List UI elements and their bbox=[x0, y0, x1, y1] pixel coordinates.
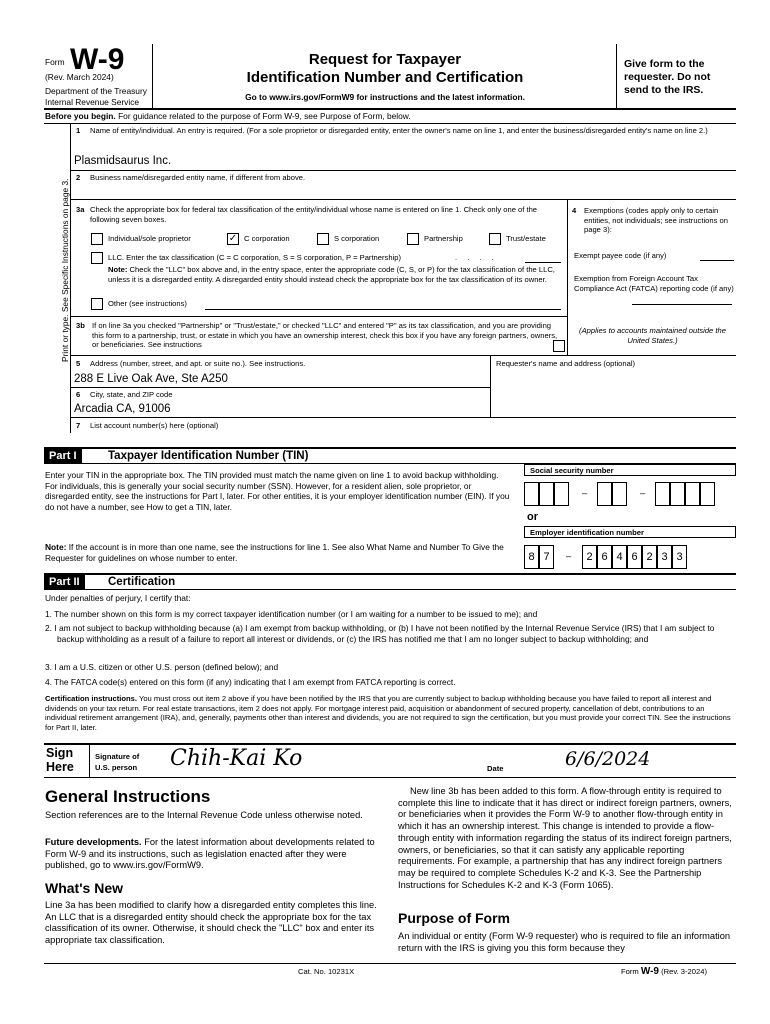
before-you-begin: Before you begin. For guidance related to the purpose of Form W-9, see Purpose of Form, below. bbox=[45, 111, 411, 121]
sign-word: Sign bbox=[46, 746, 74, 760]
fatca-label: Exemption from Foreign Account Tax Compliance Act (FATCA) reporting code (if any) bbox=[574, 274, 734, 293]
ssn-digit[interactable] bbox=[597, 482, 612, 506]
section-references: Section references are to the Internal Revenue Code unless otherwise noted. bbox=[45, 810, 363, 820]
checkbox-foreign-partners[interactable] bbox=[553, 340, 565, 352]
ein-digit[interactable]: 7 bbox=[543, 551, 550, 563]
checkbox-c-corporation[interactable]: ✓ bbox=[228, 233, 238, 244]
exempt-payee-field[interactable] bbox=[700, 260, 734, 261]
general-instructions-title: General Instructions bbox=[45, 787, 211, 806]
whats-new-text: Line 3a has been modified to clarify how a disregarded entity completes this line. An LLC that is a disregarded entity should check the appropriate box for the tax classification of its owner. Otherwise, it should check the "LLC" box and enter its appropriate tax classification. bbox=[45, 900, 377, 946]
department: Department of the Treasury bbox=[45, 86, 147, 96]
ein-digit[interactable]: 3 bbox=[661, 551, 668, 563]
form-name: W-9 bbox=[70, 43, 125, 76]
perjury-intro: Under penalties of perjury, I certify that: bbox=[45, 593, 191, 603]
cert-item-1: 1. The number shown on this form is my correct taxpayer identification number (or I am waiting for a number to be issued to me); and bbox=[45, 609, 538, 619]
part2-title: Certification bbox=[108, 576, 176, 588]
ein-digit[interactable]: 3 bbox=[676, 551, 683, 563]
title-line1: Request for Taxpayer bbox=[308, 51, 462, 68]
future-developments: Future developments. For the latest information about developments related to Form W-9 and its instructions, such as legislation enacted after they were published, go to www.irs.gov/FormW9. bbox=[45, 837, 375, 871]
checkbox-partnership[interactable] bbox=[407, 233, 419, 245]
title-line2: Identification Number and Certification bbox=[246, 69, 524, 86]
ssn-digit[interactable] bbox=[524, 482, 539, 506]
line3a-label: Check the appropriate box for federal tax classification of the entity/individual whose name is entered on line 1. Check only one of the following seven boxes. bbox=[90, 205, 538, 224]
part1-label: Part I bbox=[44, 449, 82, 463]
side-label: Print or type. See Specific Instructions on page 3. bbox=[59, 178, 70, 362]
ein-digit[interactable]: 6 bbox=[631, 551, 638, 563]
here-word: Here bbox=[46, 760, 74, 774]
checkbox-trust-estate[interactable] bbox=[489, 233, 501, 245]
footer-form: Form W-9 (Rev. 3-2024) bbox=[621, 966, 707, 977]
city-state-zip-field[interactable]: Arcadia CA, 91006 bbox=[74, 403, 171, 415]
agency: Internal Revenue Service bbox=[45, 97, 140, 107]
ssn-label: Social security number bbox=[530, 466, 614, 475]
cert-item-2: 2. I am not subject to backup withholding because (a) I am exempt from backup withholding, or (b) I have not been notified by the Internal Revenue Service (IRS) that I am subject to backup withholding as a result of a failure to report all interest or dividends, or (c) the IRS has notified me that I am no longer subject to backup withholding; and bbox=[45, 623, 715, 644]
line7-label: List account number(s) here (optional) bbox=[90, 421, 219, 430]
form-word: Form bbox=[45, 57, 65, 67]
checkbox-s-corporation[interactable] bbox=[317, 233, 329, 245]
ein-digit[interactable]: 4 bbox=[616, 551, 623, 563]
part2-label: Part II bbox=[44, 575, 85, 589]
purpose-title: Purpose of Form bbox=[398, 910, 511, 926]
cert-instructions: Certification instructions. You must cross out item 2 above if you have been notified by the IRS that you are currently subject to backup withholding because you have failed to report all interest and dividends on your tax return. For real estate transactions, item 2 does not apply. For mortgage interest paid, acquisition or abandonment of secured property, cancellation of debt, contributions to an individual retirement arrangement (IRA), and, generally, payments other than interest and dividends, you are not required to sign the certification, but you must provide your correct TIN. See the instructions for Part II, later. bbox=[45, 694, 731, 732]
exemptions-label: Exemptions (codes apply only to certain entities, not individuals; see instructions on page 3): bbox=[584, 206, 728, 235]
part1-text: Enter your TIN in the appropriate box. The TIN provided must match the name given on line 1 to avoid backup withholding. For individuals, this is generally your social security number (SSN). However, for a resident alien, sole proprietor, or disregarded entity, see the instructions for Part I, later. For other entities, it is your employer identification number (EIN). If you do not have a number, see How to get a TIN, later. bbox=[45, 470, 510, 512]
sign-date[interactable]: 6/6/2024 bbox=[565, 748, 651, 770]
part1-title: Taxpayer Identification Number (TIN) bbox=[108, 450, 309, 462]
cert-item-3: 3. I am a U.S. citizen or other U.S. person (defined below); and bbox=[45, 662, 279, 672]
line6-label: City, state, and ZIP code bbox=[90, 390, 173, 399]
line3b-label: If on line 3a you checked "Partnership" or "Trust/estate," or checked "LLC" and entered "P" as its tax classification, and you are providing this form to a partnership, trust, or estate in which you have an ownership interest, check this box if you have any foreign partners, owners, or beneficiaries. See instructions bbox=[92, 321, 558, 350]
ssn-digit[interactable] bbox=[670, 482, 685, 506]
cert-item-4: 4. The FATCA code(s) entered on this form (if any) indicating that I am exempt from FATCA reporting is correct. bbox=[45, 677, 456, 687]
ssn-digit[interactable] bbox=[539, 482, 554, 506]
name-field[interactable]: Plasmidsaurus Inc. bbox=[74, 155, 172, 167]
ssn-digit[interactable] bbox=[685, 482, 700, 506]
fatca-field[interactable] bbox=[632, 304, 732, 305]
requester-label: Requester's name and address (optional) bbox=[496, 359, 636, 368]
exempt-payee-label: Exempt payee code (if any) bbox=[574, 251, 667, 260]
checkbox-other[interactable] bbox=[91, 298, 103, 310]
ein-digit[interactable]: 2 bbox=[586, 551, 593, 563]
line5-label: Address (number, street, and apt. or suite no.). See instructions. bbox=[90, 359, 306, 368]
fatca-applies-note: (Applies to accounts maintained outside the United States.) bbox=[579, 326, 726, 345]
purpose-text: An individual or entity (Form W-9 requester) who is required to file an information return with the IRS is giving you this form because they bbox=[398, 931, 731, 953]
checkbox-individual[interactable] bbox=[91, 233, 103, 245]
llc-label: LLC. Enter the tax classification (C = C corporation, S = S corporation, P = Partnership) bbox=[108, 253, 401, 262]
whats-new-title: What's New bbox=[45, 880, 124, 896]
give-form-note: Give form to the requester. Do not send to the IRS. bbox=[624, 58, 711, 96]
llc-code-field[interactable] bbox=[525, 262, 561, 263]
ein-digit[interactable]: 8 bbox=[528, 551, 535, 563]
ssn-digit[interactable] bbox=[655, 482, 670, 506]
checkbox-llc[interactable] bbox=[91, 252, 103, 264]
line1-label: Name of entity/individual. An entry is required. (For a sole proprietor or disregarded entity, enter the owner's name on line 1, and enter the business/disregarded entity's name on line 2.) bbox=[90, 126, 708, 135]
goto-irs: Go to www.irs.gov/FormW9 for instructions and the latest information. bbox=[245, 92, 525, 102]
ein-digit[interactable]: 2 bbox=[646, 551, 653, 563]
ein-digit[interactable]: 6 bbox=[601, 551, 608, 563]
catalog-number: Cat. No. 10231X bbox=[298, 967, 355, 976]
ssn-digit[interactable] bbox=[700, 482, 715, 506]
signature[interactable]: Chih-Kai Ko bbox=[170, 746, 303, 771]
other-field[interactable] bbox=[205, 309, 561, 310]
revision: (Rev. March 2024) bbox=[45, 72, 114, 82]
part1-note: Note: If the account is in more than one name, see the instructions for line 1. See also What Name and Number To Give the Requester for guidelines on whose number to enter. bbox=[45, 542, 504, 563]
line2-label: Business name/disregarded entity name, if different from above. bbox=[90, 173, 306, 182]
ssn-digit[interactable] bbox=[554, 482, 569, 506]
llc-note: Note: Check the "LLC" box above and, in the entry space, enter the appropriate code (C, S, or P) for the tax classification of the LLC, unless it is a disregarded entity. A disregarded entity should instead check the appropriate box for the tax classification of its owner. bbox=[108, 265, 555, 284]
address-field[interactable]: 288 E Live Oak Ave, Ste A250 bbox=[74, 373, 228, 385]
or-label: or bbox=[527, 511, 538, 523]
line3b-note: New line 3b has been added to this form. A flow-through entity is required to complete this line to indicate that it has direct or indirect foreign partners, owners, or beneficiaries when it provides the Form W-9 to another flow-through entity in which it has an ownership interest. This change is intended to provide a flow-through entity with information regarding the status of its indirect foreign partners, owners, or beneficiaries, so that it can satisfy any applicable reporting requirements. For example, a partnership that has any indirect foreign partners may be required to complete Schedules K-2 and K-3. See the Partnership Instructions for Schedules K-2 and K-3 (Form 1065). bbox=[398, 786, 732, 890]
ssn-digit[interactable] bbox=[612, 482, 627, 506]
date-label: Date bbox=[487, 764, 504, 773]
ein-label: Employer identification number bbox=[530, 528, 644, 537]
